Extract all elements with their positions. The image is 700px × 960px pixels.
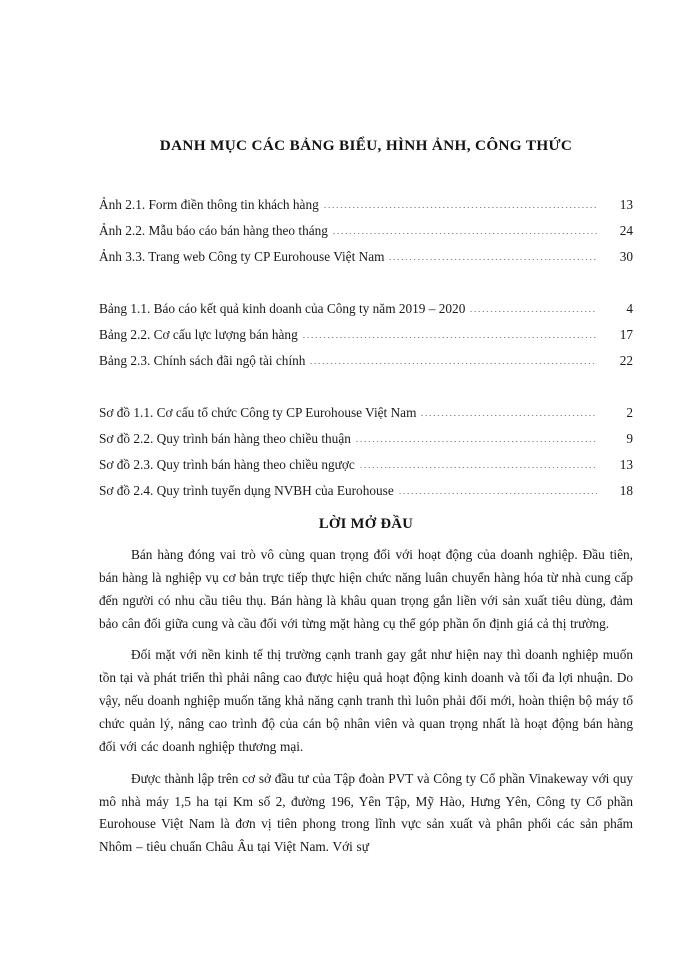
toc-entry-page: 17 xyxy=(619,326,633,342)
toc-entry-page: 22 xyxy=(619,352,633,368)
toc-group-anh xyxy=(99,185,633,263)
toc-entry-label: Sơ đồ 2.3. Quy trình bán hàng theo chiều ngược xyxy=(99,456,355,472)
page-content xyxy=(99,0,633,859)
toc-entry-page: 13 xyxy=(619,456,633,472)
section-title-preface: LỜI MỞ ĐẦU xyxy=(318,516,414,532)
list-item[interactable] xyxy=(99,211,633,237)
dot-leader xyxy=(420,406,597,419)
toc-entry-label: Ảnh 3.3. Trang web Công ty CP Eurohouse Việt Nam xyxy=(99,248,385,264)
preface-paragraph-3: Được thành lập trên cơ sở đầu tư của Tập đoàn PVT và Công ty Cổ phần Vinakeway với quy mô nhà máy 1,5 ha tại Km số 2, đường 196, Yên Tập, Mỹ Hào, Hưng Yên, Công ty Cổ phần Eurohouse Việt Nam là đơn vị tiên phong trong lĩnh vực sản xuất và phân phối các sản phẩm Nhôm – tiêu chuẩn Châu Âu tại Việt Nam. Với sự xyxy=(99,770,633,855)
toc-entry-page: 30 xyxy=(619,248,633,264)
toc-entry-label: Bảng 2.2. Cơ cấu lực lượng bán hàng xyxy=(99,326,298,342)
toc-entry-page: 9 xyxy=(626,430,633,446)
dot-leader xyxy=(355,432,597,445)
toc-entry-page: 18 xyxy=(619,482,633,498)
list-item[interactable] xyxy=(99,341,633,367)
toc-entry-label: Bảng 2.3. Chính sách đãi ngộ tài chính xyxy=(99,352,306,368)
dot-leader xyxy=(332,224,597,237)
dot-leader xyxy=(388,250,597,263)
dot-leader xyxy=(309,354,597,367)
toc-entry-label: Ảnh 2.2. Mẫu báo cáo bán hàng theo tháng xyxy=(99,222,328,238)
dot-leader xyxy=(469,302,597,315)
list-item[interactable] xyxy=(99,419,633,445)
list-item[interactable] xyxy=(99,237,633,263)
toc-entry-label: Sơ đồ 2.4. Quy trình tuyển dụng NVBH của Eurohouse xyxy=(99,482,394,498)
list-item[interactable] xyxy=(99,471,633,497)
toc-entry-page: 2 xyxy=(626,404,633,420)
list-item[interactable] xyxy=(99,315,633,341)
dot-leader xyxy=(398,484,597,497)
toc-entry-page: 4 xyxy=(626,300,633,316)
toc-entry-page: 13 xyxy=(619,196,633,212)
preface-paragraph-1: Bán hàng đóng vai trò vô cùng quan trọng đối với hoạt động của doanh nghiệp. Đầu tiên, bán hàng là nghiệp vụ cơ bản trực tiếp thực hiện chức năng luân chuyển hàng hóa từ nhà cung cấp đến người có nhu cầu tiêu thụ. Bán hàng là khâu quan trọng gắn liền với sản xuất tiêu dùng, đảm bảo cân đối giữa cung và cầu đối với từng mặt hàng cụ thể góp phần ổn định giá cả thị trường. xyxy=(99,546,633,631)
list-item[interactable] xyxy=(99,393,633,419)
dot-leader xyxy=(359,458,597,471)
toc-entry-page: 24 xyxy=(619,222,633,238)
toc-group-so-do xyxy=(99,393,633,497)
page-title: DANH MỤC CÁC BẢNG BIỂU, HÌNH ẢNH, CÔNG THỨC xyxy=(159,137,573,154)
list-item[interactable] xyxy=(99,185,633,211)
preface-paragraph-2: Đối mặt với nền kinh tế thị trường cạnh tranh gay gắt như hiện nay thì doanh nghiệp muốn tồn tại và phát triển thì phải nâng cao được hiệu quả hoạt động kinh doanh và tối đa lợi nhuận. Do vậy, nếu doanh nghiệp muốn tăng khả năng cạnh tranh thì luôn phải đổi mới, hoàn thiện bộ máy tổ chức quản lý, nâng cao trình độ của cán bộ nhân viên và quan trọng nhất là hoạt động bán hàng đối với các doanh nghiệp thương mại. xyxy=(99,647,633,754)
list-item[interactable] xyxy=(99,289,633,315)
toc-entry-label: Ảnh 2.1. Form điền thông tin khách hàng xyxy=(99,196,319,212)
toc-entry-label: Sơ đồ 2.2. Quy trình bán hàng theo chiều thuận xyxy=(99,430,351,446)
list-item[interactable] xyxy=(99,445,633,471)
toc-entry-label: Bảng 1.1. Báo cáo kết quả kinh doanh của Công ty năm 2019 – 2020 xyxy=(99,300,466,316)
toc-group-bang xyxy=(99,289,633,367)
dot-leader xyxy=(302,328,597,341)
toc-entry-label: Sơ đồ 1.1. Cơ cấu tổ chức Công ty CP Eurohouse Việt Nam xyxy=(99,404,417,420)
dot-leader xyxy=(323,198,597,211)
